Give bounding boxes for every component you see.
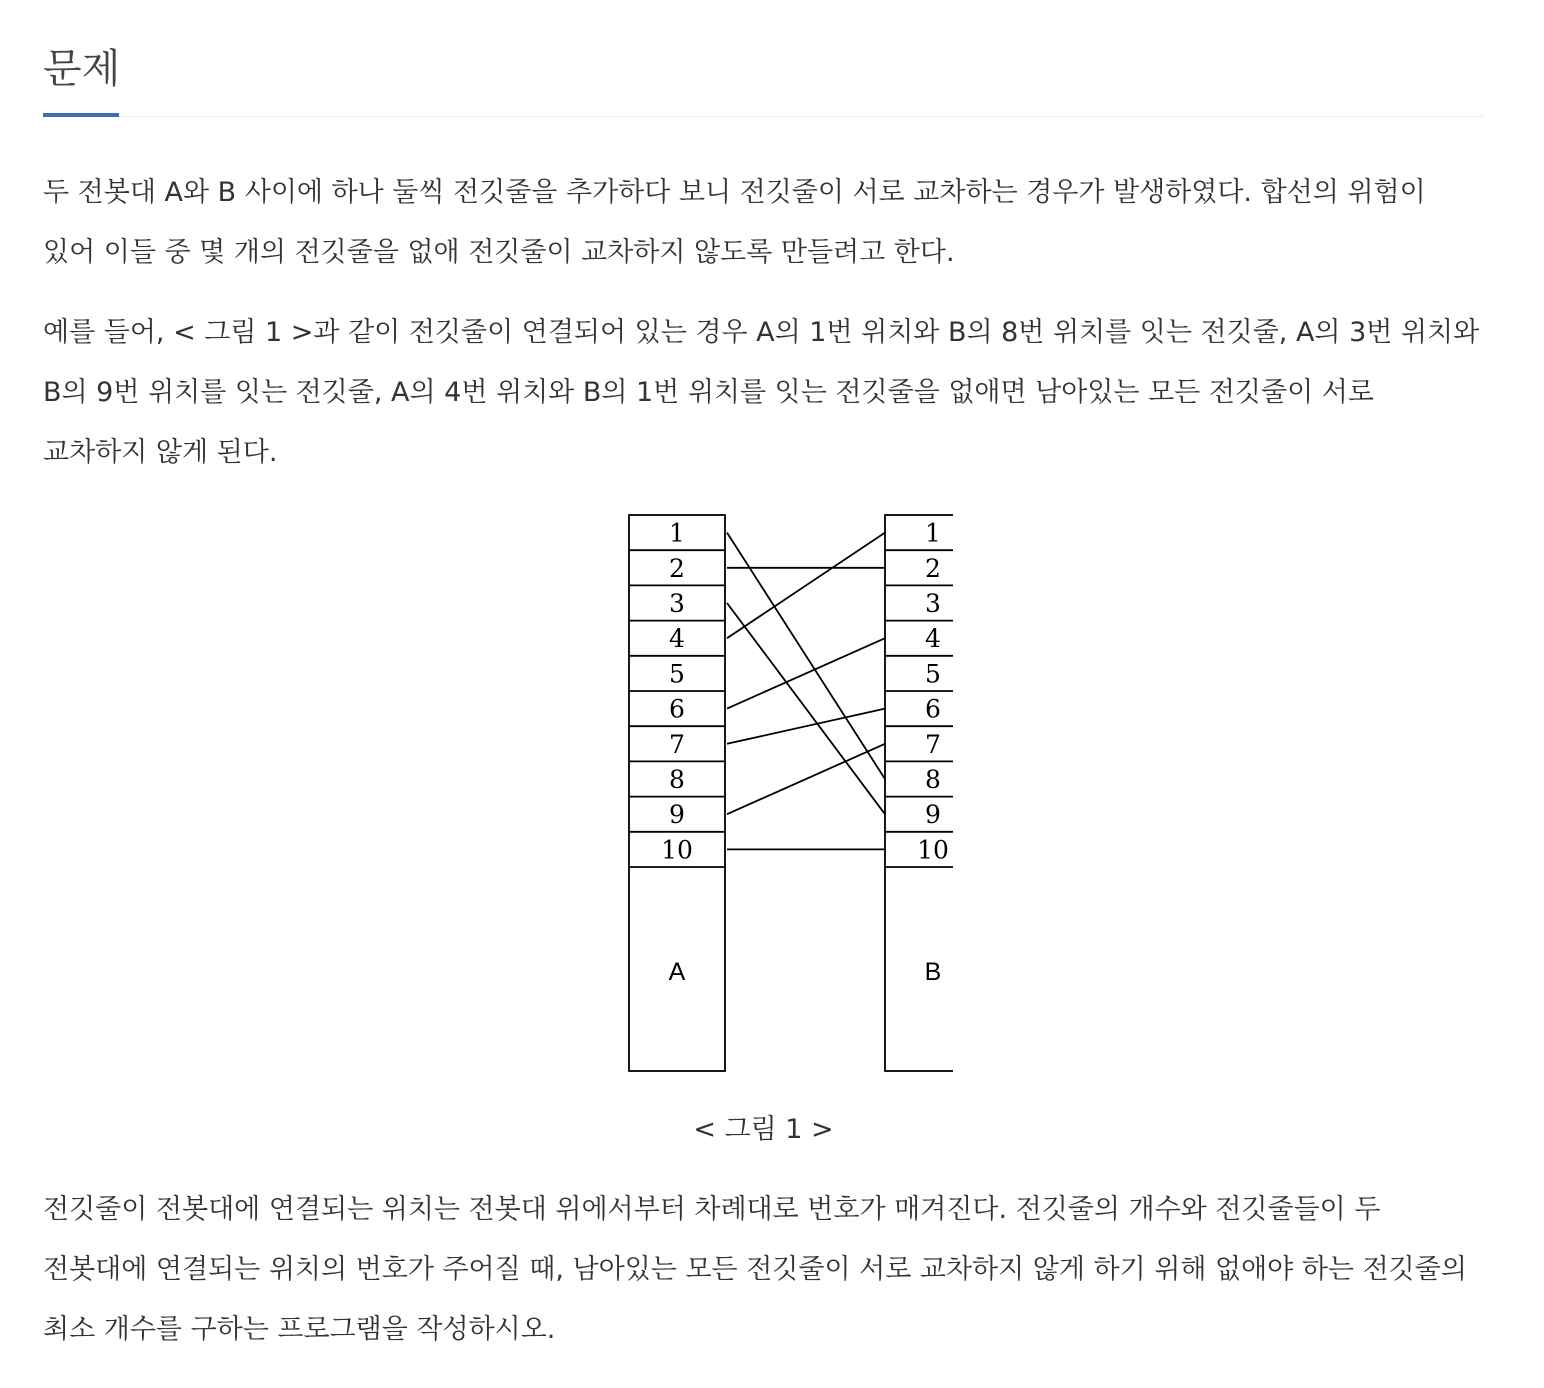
pole-a-position-label: 9 bbox=[669, 800, 685, 830]
pole-a-position-label: 10 bbox=[661, 835, 693, 865]
pole-a-position-label: 3 bbox=[669, 589, 685, 618]
pole-a-position-label: 8 bbox=[669, 765, 685, 794]
pole-a-position-label: 6 bbox=[669, 694, 685, 724]
wire bbox=[727, 603, 885, 814]
pole-a-position-label: 2 bbox=[669, 553, 685, 583]
problem-section bbox=[43, 0, 1484, 1345]
problem-header bbox=[43, 0, 1484, 117]
pole-b-position-label: 4 bbox=[925, 624, 941, 654]
wire bbox=[727, 709, 885, 744]
problem-heading: 문제 bbox=[43, 46, 121, 92]
pole-a-position-label: 5 bbox=[669, 659, 685, 689]
wire-diagram bbox=[583, 510, 953, 1080]
problem-paragraph-2: 예를 들어, < 그림 1 >과 같이 전깃줄이 연결되어 있는 경우 A의 1번 위치와 B의 8번 위치를 잇는 전깃줄, A의 3번 위치와 B의 9번 위치를 잇는 전깃줄, A의 4번 위치와 B의 1번 위치를 잇는 전깃줄을 없애면 남아있는 모든 전깃줄이 서로 교차하지 않게 된다. bbox=[43, 317, 1480, 468]
problem-paragraph-1: 두 전봇대 A와 B 사이에 하나 둘씩 전깃줄을 추가하다 보니 전깃줄이 서로 교차하는 경우가 발생하였다. 합선의 위험이 있어 이들 중 몇 개의 전깃줄을 없애 전깃줄이 교차하지 않도록 만들려고 한다. bbox=[43, 177, 1426, 268]
pole-b-label: B bbox=[924, 958, 942, 986]
pole-b-position-label: 5 bbox=[925, 659, 941, 689]
pole-b-position-label: 2 bbox=[925, 553, 941, 583]
pole-b-position-label: 8 bbox=[925, 765, 941, 794]
pole-b-position-label: 10 bbox=[917, 835, 949, 865]
pole-b-position-label: 9 bbox=[925, 800, 941, 830]
pole-a-label: A bbox=[668, 958, 686, 986]
figure-caption: < 그림 1 > bbox=[693, 1114, 834, 1145]
pole-a bbox=[629, 515, 725, 1071]
pole-b bbox=[885, 515, 953, 1071]
problem-paragraph-3: 전깃줄이 전봇대에 연결되는 위치는 전봇대 위에서부터 차례대로 번호가 매겨진다. 전깃줄의 개수와 전깃줄들이 두 전봇대에 연결되는 위치의 번호가 주어질 때, 남아있는 모든 전깃줄이 서로 교차하지 않게 하기 위해 없애야 하는 전깃줄의 최소 개수를 구하는 프로그램을 작성하시오. bbox=[43, 1194, 1467, 1345]
pole-a-position-label: 4 bbox=[669, 624, 685, 654]
wire bbox=[727, 533, 885, 639]
wire bbox=[727, 744, 885, 814]
wires bbox=[727, 533, 885, 850]
wire bbox=[727, 638, 885, 708]
pole-b-position-label: 7 bbox=[925, 729, 941, 759]
pole-b-position-label: 3 bbox=[925, 589, 941, 618]
pole-a-position-label: 1 bbox=[669, 518, 685, 548]
heading-underline bbox=[43, 113, 119, 117]
pole-b-outline bbox=[885, 515, 953, 1071]
pole-a-position-label: 7 bbox=[669, 729, 685, 759]
pole-b-position-label: 6 bbox=[925, 694, 941, 724]
pole-b-position-label: 1 bbox=[925, 518, 941, 548]
wire bbox=[727, 533, 885, 779]
